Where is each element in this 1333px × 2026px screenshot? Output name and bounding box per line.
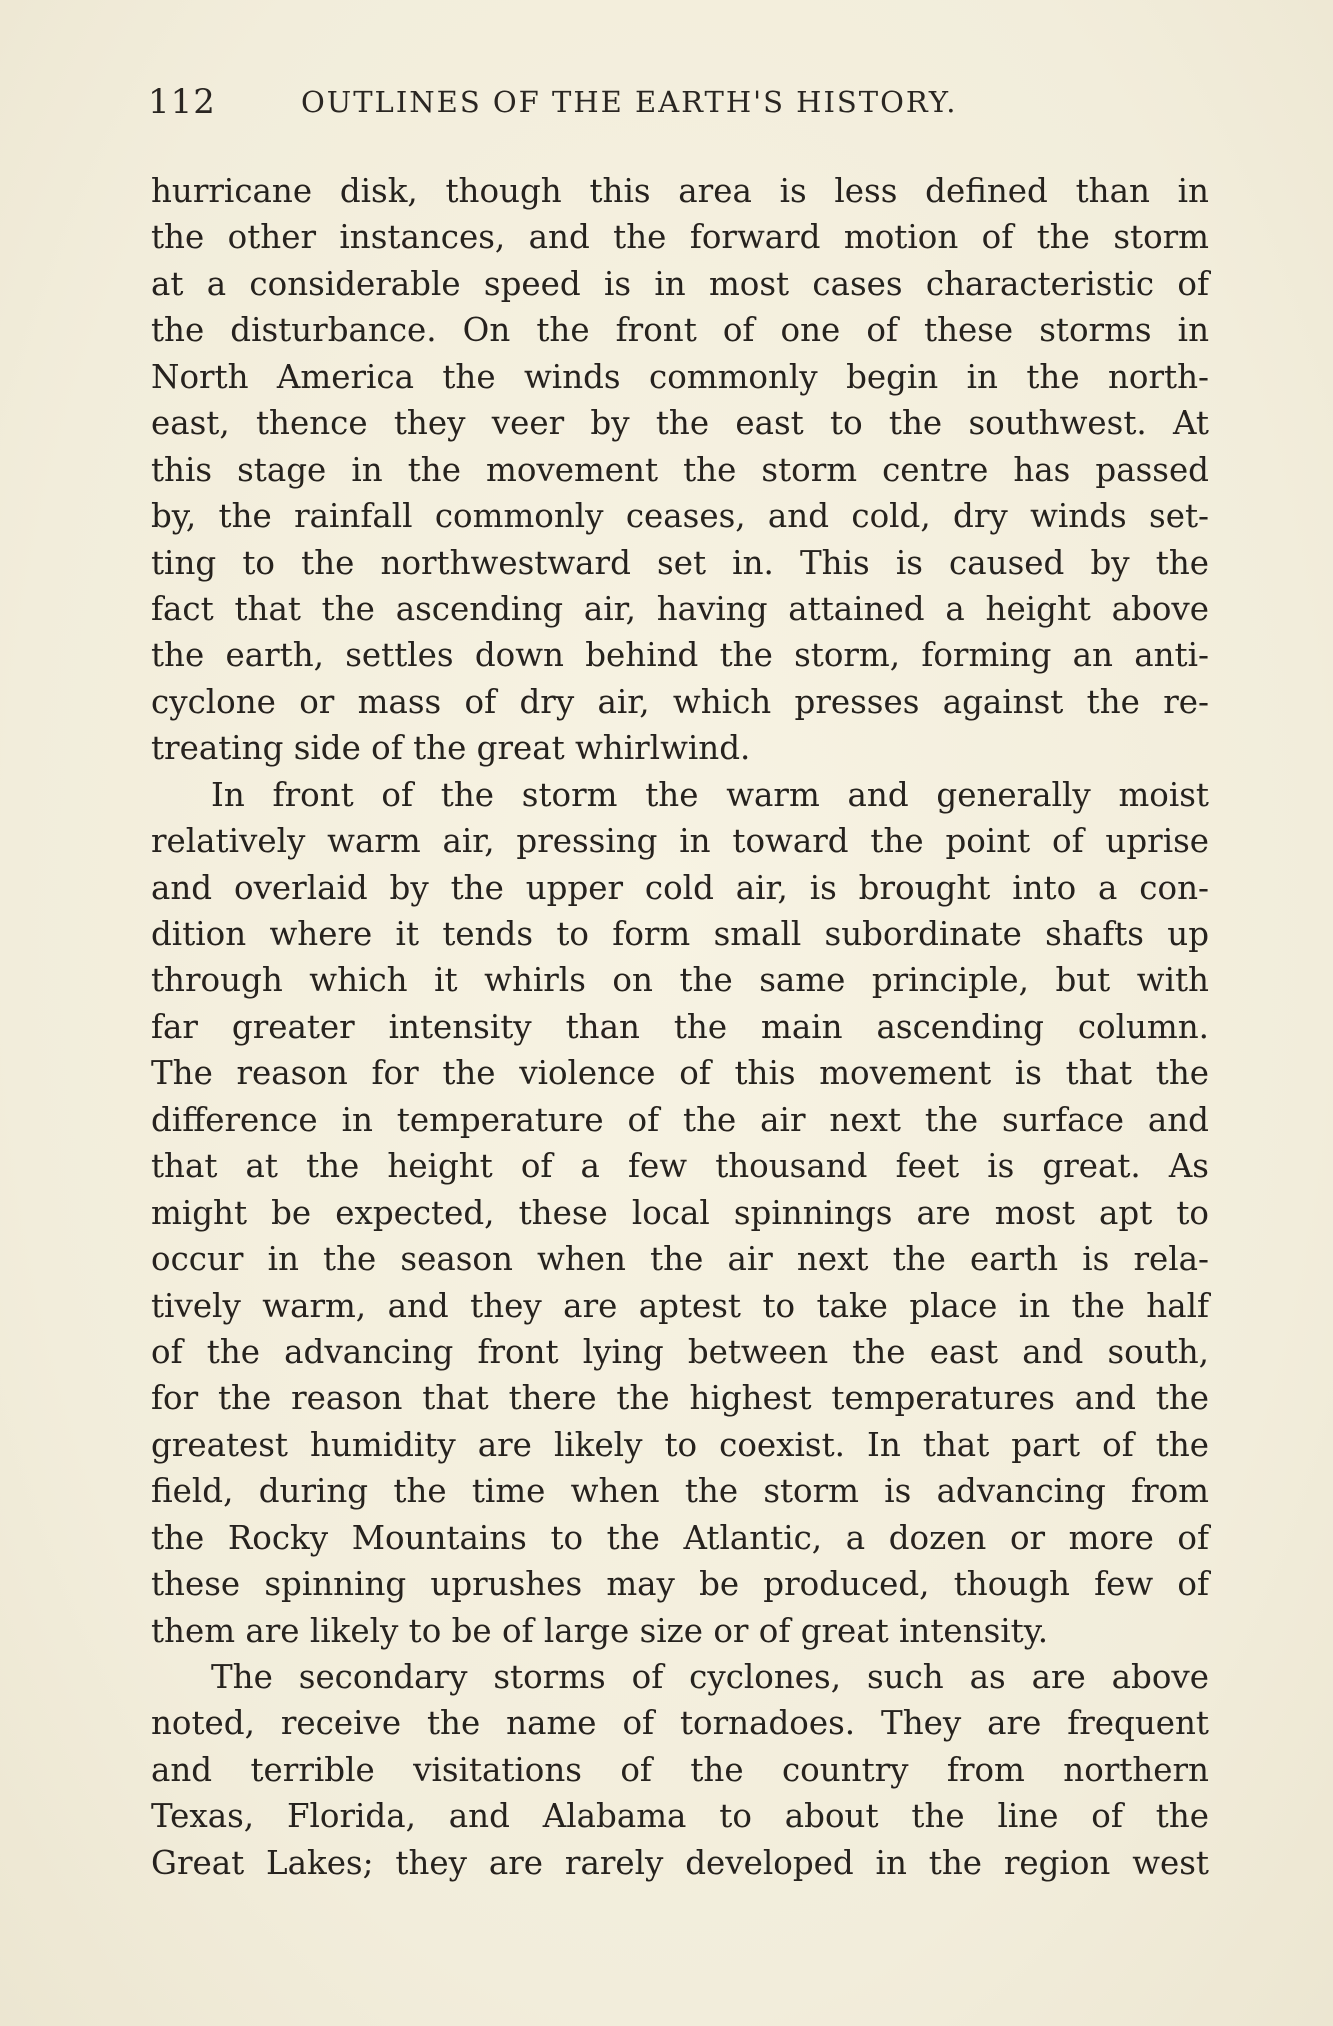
text-line: and overlaid by the upper cold air, is brought into a con-	[151, 868, 1209, 907]
text-line: occur in the season when the air next the earth is rela-	[151, 1240, 1209, 1279]
text-line: cyclone or mass of dry air, which presses against the re-	[151, 682, 1209, 721]
text-line: far greater intensity than the main ascending column.	[151, 1007, 1209, 1046]
text-line: by, the rainfall commonly ceases, and cold, dry winds set-	[151, 497, 1209, 536]
text-line: the earth, settles down behind the storm, forming an anti-	[151, 636, 1209, 675]
running-head: OUTLINES OF THE EARTH'S HISTORY.	[301, 85, 958, 119]
text-line: might be expected, these local spinnings are most apt to	[151, 1193, 1209, 1232]
text-line: east, thence they veer by the east to the southwest. At	[151, 404, 1209, 443]
text-line: hurricane disk, though this area is less defined than in	[151, 172, 1209, 210]
page-number: 112	[148, 82, 216, 122]
text-line: at a considerable speed is in most cases characteristic of	[151, 264, 1209, 303]
text-line: the other instances, and the forward motion of the storm	[151, 218, 1209, 257]
text-line: these spinning uprushes may be produced, though few of	[151, 1565, 1209, 1604]
text-line: In front of the storm the warm and generally moist	[211, 775, 1209, 814]
text-line: of the advancing front lying between the east and south,	[151, 1332, 1209, 1371]
text-line: for the reason that there the highest temperatures and the	[151, 1379, 1209, 1418]
text-line: the Rocky Mountains to the Atlantic, a dozen or more of	[151, 1518, 1209, 1557]
text-line: the disturbance. On the front of one of these storms in	[151, 311, 1209, 350]
text-line: and terrible visitations of the country from northern	[151, 1750, 1209, 1789]
text-line: ting to the northwestward set in. This is caused by the	[151, 543, 1209, 582]
text-line: difference in temperature of the air next the surface and	[151, 1100, 1209, 1139]
text-line: Great Lakes; they are rarely developed in the region west	[151, 1843, 1209, 1882]
body-text	[151, 168, 1209, 1886]
text-line: noted, receive the name of tornadoes. They are frequent	[151, 1704, 1209, 1743]
text-line: tively warm, and they are aptest to take place in the half	[151, 1286, 1209, 1325]
text-line: North America the winds commonly begin in the north-	[151, 357, 1209, 396]
text-line: dition where it tends to form small subordinate shafts up	[151, 915, 1209, 953]
text-line: relatively warm air, pressing in toward the point of uprise	[151, 822, 1209, 861]
text-line: The secondary storms of cyclones, such as are above	[211, 1658, 1209, 1696]
text-line: The reason for the violence of this movement is that the	[151, 1054, 1209, 1093]
page-header	[148, 82, 1208, 132]
text-line: this stage in the movement the storm centre has passed	[151, 450, 1209, 489]
text-line: that at the height of a few thousand feet is great. As	[151, 1147, 1209, 1186]
text-line: treating side of the great whirlwind.	[151, 729, 751, 768]
text-line: Texas, Florida, and Alabama to about the line of the	[151, 1797, 1209, 1836]
text-line: greatest humidity are likely to coexist. In that part of the	[151, 1425, 1209, 1464]
text-line: fact that the ascending air, having attained a height above	[151, 589, 1209, 628]
text-line: through which it whirls on the same principle, but with	[151, 961, 1209, 1000]
text-line: field, during the time when the storm is advancing from	[151, 1472, 1209, 1511]
text-line: them are likely to be of large size or of great intensity.	[151, 1611, 1049, 1650]
